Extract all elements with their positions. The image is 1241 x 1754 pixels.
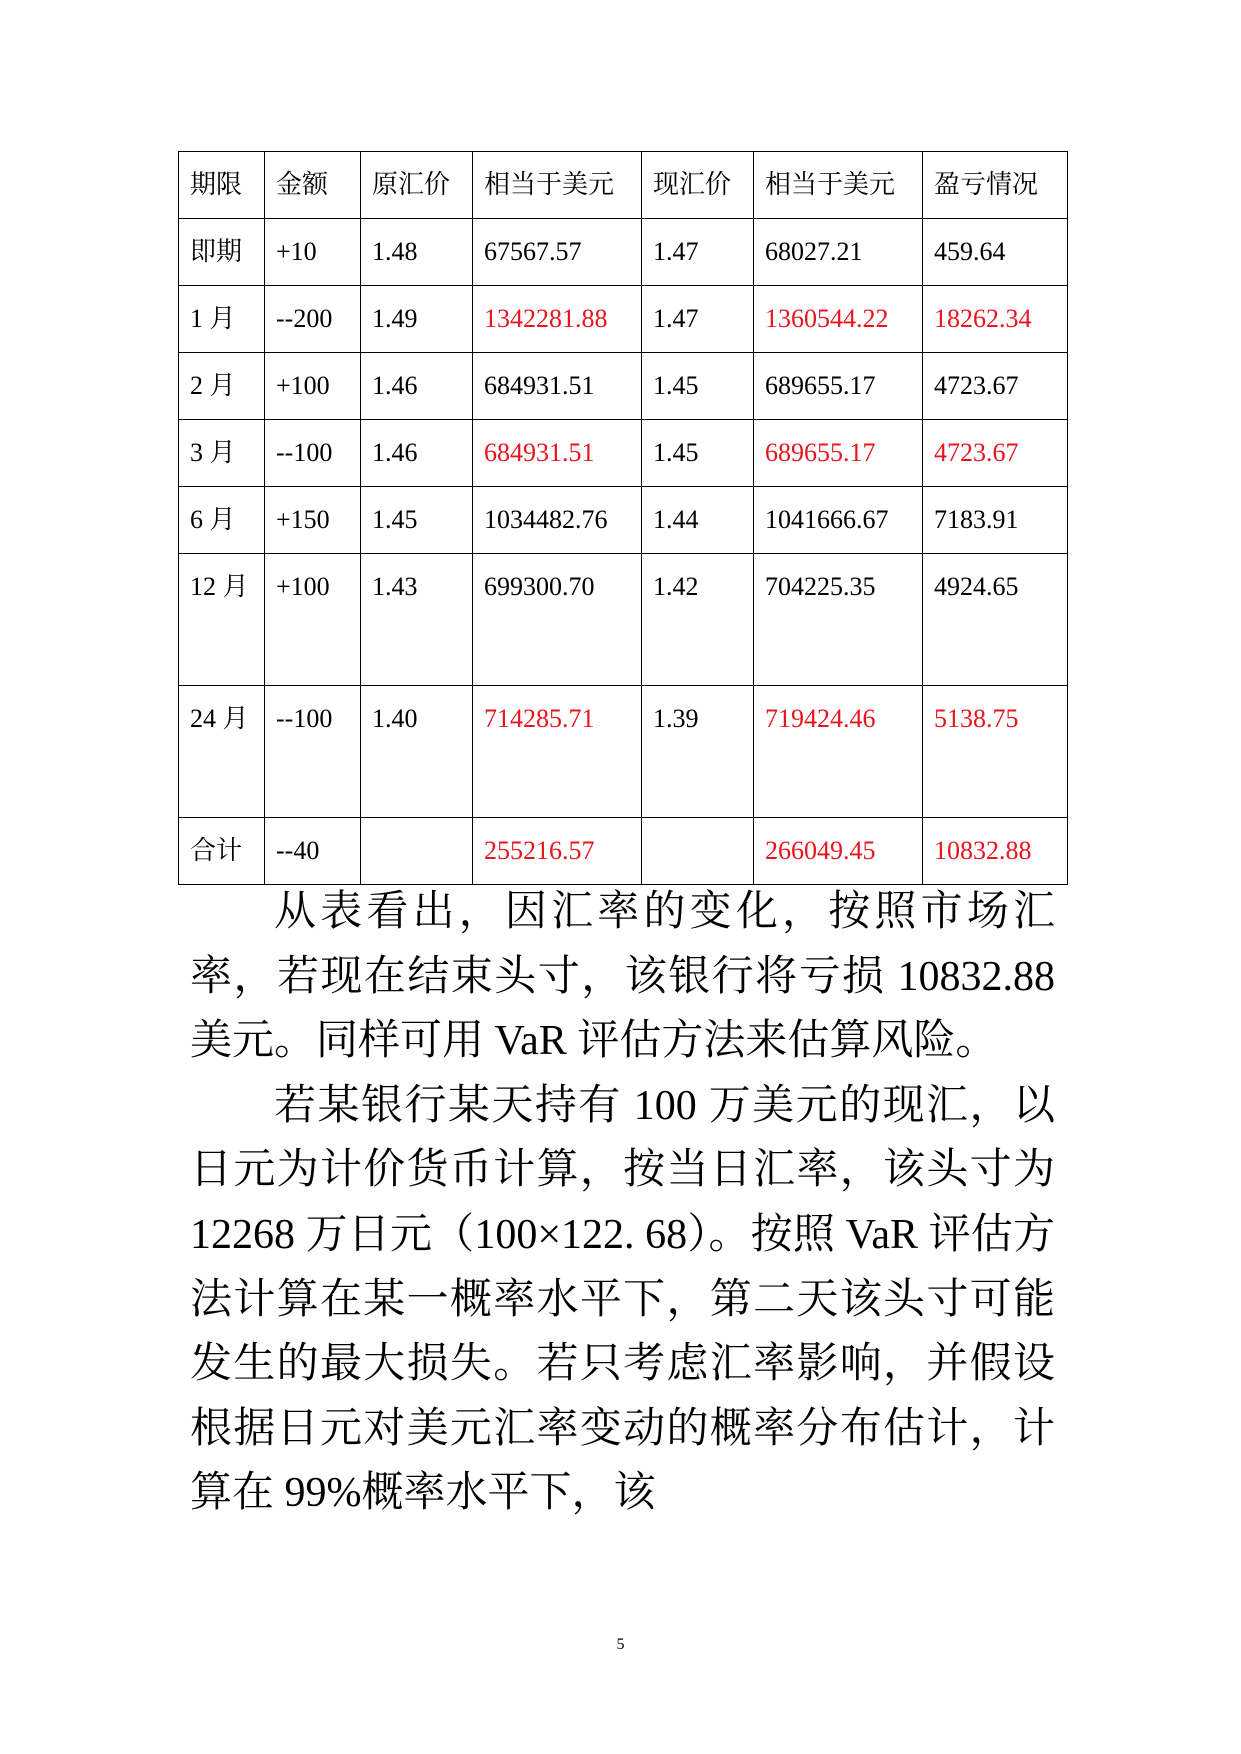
table-cell: --40 xyxy=(265,818,361,885)
table-cell: 12 月 xyxy=(179,554,265,686)
table-cell: 1.45 xyxy=(361,487,473,554)
body-text xyxy=(190,880,1055,1526)
header-usd-equivalent-current: 相当于美元 xyxy=(754,152,923,219)
table-cell: 4723.67 xyxy=(923,420,1068,487)
table-cell: 10832.88 xyxy=(923,818,1068,885)
table-cell: 1360544.22 xyxy=(754,286,923,353)
table-cell: 3 月 xyxy=(179,420,265,487)
table-cell: 719424.46 xyxy=(754,686,923,818)
table-header-row xyxy=(179,152,1068,219)
table-cell: 即期 xyxy=(179,219,265,286)
table-cell: 266049.45 xyxy=(754,818,923,885)
table-row xyxy=(179,420,1068,487)
header-profit-loss: 盈亏情况 xyxy=(923,152,1068,219)
table-cell: 7183.91 xyxy=(923,487,1068,554)
header-amount: 金额 xyxy=(265,152,361,219)
table-cell: 714285.71 xyxy=(473,686,642,818)
paragraph-2: 若某银行某天持有 100 万美元的现汇，以日元为计价货币计算，按当日汇率，该头寸为 12268 万日元（100×122. 68）。按照 VaR 评估方法计算在某一概率水平下，第二天该头寸可能发生的最大损失。若只考虑汇率影响，并假设根据日元对美元汇率变动的概率分布估计，计算在 99%概率水平下，该 xyxy=(190,1082,1055,1517)
table-cell: 1041666.67 xyxy=(754,487,923,554)
table-cell: 1.49 xyxy=(361,286,473,353)
header-current-rate: 现汇价 xyxy=(642,152,754,219)
table-cell: 6 月 xyxy=(179,487,265,554)
table-row xyxy=(179,219,1068,286)
table-cell: +100 xyxy=(265,353,361,420)
table-cell: --200 xyxy=(265,286,361,353)
table-cell: 1.42 xyxy=(642,554,754,686)
table-cell: 699300.70 xyxy=(473,554,642,686)
table-cell: 1.44 xyxy=(642,487,754,554)
table-cell: 1.39 xyxy=(642,686,754,818)
table-cell: 684931.51 xyxy=(473,353,642,420)
page-number: 5 xyxy=(616,1636,625,1653)
table-cell: 1.45 xyxy=(642,420,754,487)
table-cell: 4723.67 xyxy=(923,353,1068,420)
table-cell: 1.40 xyxy=(361,686,473,818)
table-cell: 255216.57 xyxy=(473,818,642,885)
table-cell: 合计 xyxy=(179,818,265,885)
table-cell: 1.48 xyxy=(361,219,473,286)
header-original-rate: 原汇价 xyxy=(361,152,473,219)
exchange-position-table xyxy=(178,151,1068,885)
table-row xyxy=(179,686,1068,818)
table-cell: 67567.57 xyxy=(473,219,642,286)
table-cell: --100 xyxy=(265,686,361,818)
table-cell: 24 月 xyxy=(179,686,265,818)
table-row xyxy=(179,487,1068,554)
table-row xyxy=(179,353,1068,420)
table-row xyxy=(179,554,1068,686)
table-cell xyxy=(361,818,473,885)
table-cell: 704225.35 xyxy=(754,554,923,686)
table-cell: 1342281.88 xyxy=(473,286,642,353)
table-cell xyxy=(642,818,754,885)
table-cell: 1.47 xyxy=(642,219,754,286)
table-cell: 4924.65 xyxy=(923,554,1068,686)
table-cell: +10 xyxy=(265,219,361,286)
table-cell: 1.43 xyxy=(361,554,473,686)
table-cell: +100 xyxy=(265,554,361,686)
table-cell: 1 月 xyxy=(179,286,265,353)
table-cell: +150 xyxy=(265,487,361,554)
paragraph-1: 从表看出，因汇率的变化，按照市场汇率，若现在结束头寸，该银行将亏损 10832.88 美元。同样可用 VaR 评估方法来估算风险。 xyxy=(190,889,1055,1065)
table-cell: 1.47 xyxy=(642,286,754,353)
header-usd-equivalent-original: 相当于美元 xyxy=(473,152,642,219)
table-cell: 1034482.76 xyxy=(473,487,642,554)
table-cell: 1.46 xyxy=(361,420,473,487)
header-term: 期限 xyxy=(179,152,265,219)
table-cell: 68027.21 xyxy=(754,219,923,286)
table-cell: 459.64 xyxy=(923,219,1068,286)
table-cell: 689655.17 xyxy=(754,420,923,487)
table-cell: 689655.17 xyxy=(754,353,923,420)
table-cell: 684931.51 xyxy=(473,420,642,487)
table-cell: 2 月 xyxy=(179,353,265,420)
table-cell: 18262.34 xyxy=(923,286,1068,353)
table-cell: 1.45 xyxy=(642,353,754,420)
table-cell: --100 xyxy=(265,420,361,487)
table-row xyxy=(179,286,1068,353)
table-cell: 1.46 xyxy=(361,353,473,420)
table-body xyxy=(179,219,1068,885)
table-row xyxy=(179,818,1068,885)
table-cell: 5138.75 xyxy=(923,686,1068,818)
